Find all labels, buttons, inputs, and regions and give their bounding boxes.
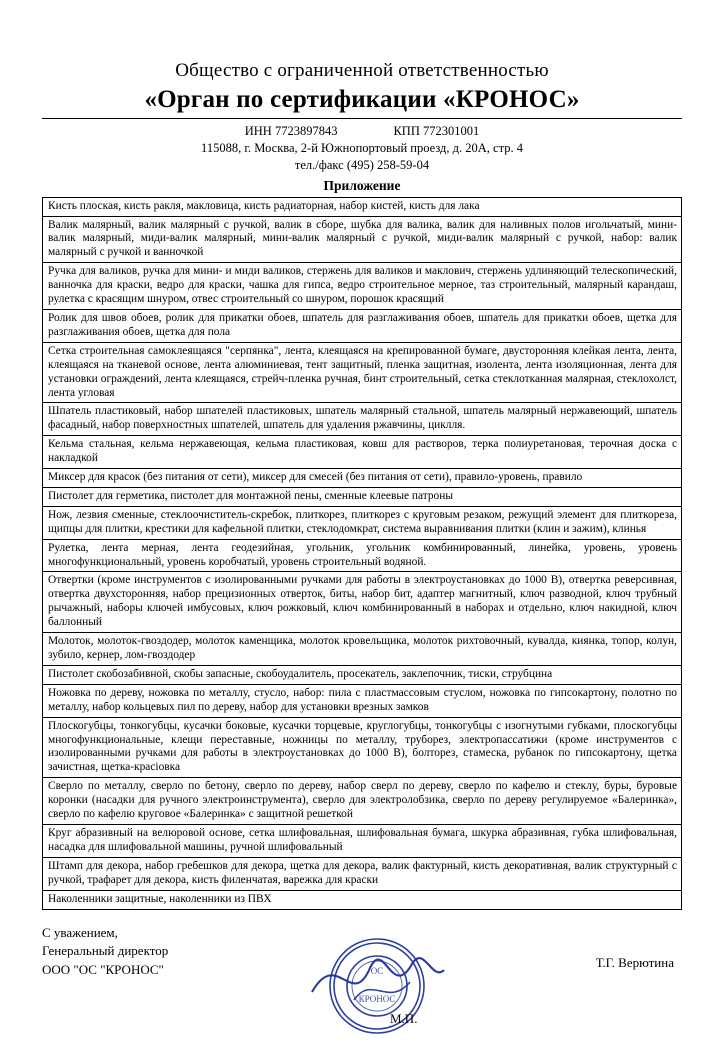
- inn-kpp-row: [42, 123, 682, 140]
- org-name: «Орган по сертификации «КРОНОС»: [144, 86, 580, 113]
- page-title: Приложение: [323, 177, 401, 193]
- item-cell: Кельма стальная, кельма нержавеющая, кельма пластиковая, ковш для растворов, терка полиуретановая, терочная доска с накладкой: [43, 436, 682, 469]
- item-cell: Валик малярный, валик малярный с ручкой, валик в сборе, шубка для валика, валик для наливных полов игольчатый, мини-валик малярный, миди-валик малярный, мини-валик малярный с ручкой, миди-валик малярный с ручкой, набор: валик малярный с ручкой и ванночкой: [43, 216, 682, 263]
- table-row: [43, 778, 682, 825]
- item-cell: Пистолет для герметика, пистолет для монтажной пены, сменные клеевые патроны: [43, 487, 682, 506]
- item-cell: Ножовка по дереву, ножовка по металлу, стусло, набор: пила с пластмассовым стуслом, ножовка по гипсокартону, полотно по металлу, набор кольцевых пил по дереву, набор для установки врезных замков: [43, 684, 682, 717]
- item-cell: Миксер для красок (без питания от сети), миксер для смесей (без питания от сети), правило-уровень, правило: [43, 469, 682, 488]
- org-requisites: [42, 123, 682, 174]
- table-row: [43, 890, 682, 909]
- item-cell: Круг абразивный на велюровой основе, сетка шлифовальная, шлифовальная бумага, шкурка абразивная, губка шлифовальная, насадка для шлифовальной машины, ручной шлифовальный: [43, 824, 682, 857]
- item-cell: Ручка для валиков, ручка для мини- и миди валиков, стержень для валиков и маклович, стержень удлиняющий телескопический, ванночка для краски, ведро для краски, чашка для гипса, ведро строительное мерное, таз строительный, малярный карандаш, рулетка с красящим шнуром, отвес строительный со шнуром, порошок красящий: [43, 263, 682, 310]
- item-cell: Плоскогубцы, тонкогубцы, кусачки боковые, кусачки торцевые, круглогубцы, тонкогубцы с изогнутыми губками, плоскогубцы многофункциональные, клещи переставные, ножницы по металлу, труборез, электропассатижи (кроме инструментов с изолированными ручками для работы в электроустановках до 1000 В), болторез, стамеска, рубанок по гипсокартону, щетка зачистная, щетка-краciовка: [43, 717, 682, 778]
- item-cell: Наколенники защитные, наколенники из ПВХ: [43, 890, 682, 909]
- item-cell: Отвертки (кроме инструментов с изолированными ручками для работы в электроустановках до 1000 В), отвертка реверсивная, отвертка двухсторонняя, набор прецизионных отверток, биты, набор бит, адаптер магнитный, ключ разводной, ключ трубный рычажный, наборы ключей имбусовых, ключ рожковый, ключ комбинированный в наборах и отдельно, ключ накидной, ключ баллонный: [43, 572, 682, 633]
- item-cell: Сетка строительная самоклеящаяся "серпянка", лента, клеящаяся на крепированной бумаге, двусторонняя клейкая лента, лента, клеящаяся на тканевой основе, лента алюминиевая, тент защитный, пленка защитная, изолента, лента изоляционная, лента для установки ограждений, лента клеящаяся, стрейч-пленка ручная, бинт строительный, сетка стеклотканная малярная, стеклохолст, лента угловая: [43, 342, 682, 403]
- table-row: [43, 684, 682, 717]
- item-cell: Штамп для декора, набор гребешков для декора, щетка для декора, валик фактурный, кисть декоративная, валик структурный с ручкой, трафарет для декора, кисть филенчатая, варежка для краски: [43, 857, 682, 890]
- item-cell: Молоток, молоток-гвоздодер, молоток каменщика, молоток кровельщика, молоток рихтовочный, кувалда, киянка, топор, колун, зубило, кернер, лом-гвоздодер: [43, 633, 682, 666]
- item-cell: Нож, лезвия сменные, стеклоочиститель-скребок, плиткорез, плиткорез с круговым резаком, режущий элемент для плиткореза, щипцы для плитки, крестики для кафельной плитки, стеклодомкрат, система выравнивания плитки (клин и зажим), клинья: [43, 506, 682, 539]
- table-row: [43, 216, 682, 263]
- table-row: [43, 506, 682, 539]
- document-footer: [42, 924, 682, 1026]
- stamp-and-signature: [292, 930, 462, 1040]
- footer-left-block: [42, 924, 168, 981]
- item-cell: Пистолет скобозабивной, скобы запасные, скобоудалитель, просекатель, заклепочник, тиски, струбцина: [43, 665, 682, 684]
- company-name: ООО "ОС "КРОНОС": [42, 962, 164, 978]
- item-cell: Ролик для швов обоев, ролик для прикатки обоев, шпатель для разглаживания обоев, шпатель для прикатки обоев, щетка для разглаживания обоев, щетка для пола: [43, 309, 682, 342]
- svg-text:КРОНОС: КРОНОС: [358, 993, 396, 1004]
- round-stamp-icon: [292, 930, 462, 1040]
- table-row: [43, 824, 682, 857]
- item-cell: Кисть плоская, кисть ракля, макловица, кисть радиаторная, набор кистей, кисть для лака: [43, 197, 682, 216]
- svg-text:ОС: ОС: [370, 965, 384, 976]
- table-row: [43, 633, 682, 666]
- table-row: [43, 197, 682, 216]
- items-table-body: [43, 197, 682, 909]
- inn-value: ИНН 7723897843: [244, 124, 338, 138]
- org-phone: тел./факс (495) 258-59-04: [294, 157, 430, 172]
- table-row: [43, 572, 682, 633]
- signer-name: Т.Г. Верютина: [595, 954, 674, 970]
- item-cell: Рулетка, лента мерная, лента геодезийная, угольник, угольник комбинированный, линейка, уровень, уровень многофункциональный, уровень коробчатый, уровень строительный водяной.: [43, 539, 682, 572]
- org-address: 115088, г. Москва, 2-й Южнопортовый проезд, д. 20А, стр. 4: [201, 140, 523, 155]
- header-divider: [42, 118, 682, 119]
- table-row: [43, 309, 682, 342]
- document-header: [42, 60, 682, 194]
- table-row: [43, 469, 682, 488]
- table-row: [43, 403, 682, 436]
- table-row: [43, 717, 682, 778]
- regards-text: С уважением,: [42, 924, 118, 940]
- table-row: [43, 263, 682, 310]
- items-table: [42, 197, 682, 910]
- item-cell: Сверло по металлу, сверло по бетону, сверло по дереву, набор сверл по дереву, сверло по кафелю и стеклу, буры, буровые коронки (насадки для ручного электроинструмента), сверло для электролобзика, сверло по дереву регулируемое «Балеринка», сверло по кафелю круговое «Балеринка» с защитной решеткой: [43, 778, 682, 825]
- org-type: Общество с ограниченной ответственностью: [175, 60, 549, 81]
- table-row: [43, 665, 682, 684]
- mp-label: М.П.: [390, 1010, 418, 1026]
- kpp-value: КПП 772301001: [393, 124, 480, 138]
- item-cell: Шпатель пластиковый, набор шпателей пластиковых, шпатель малярный стальной, шпатель малярный нержавеющий, шпатель фасадный, набор поверхностных шпателей, шпатель для удаления ржавчины, циклля.: [43, 403, 682, 436]
- table-row: [43, 342, 682, 403]
- table-row: [43, 436, 682, 469]
- table-row: [43, 539, 682, 572]
- table-row: [43, 487, 682, 506]
- table-row: [43, 857, 682, 890]
- signer-position: Генеральный директор: [42, 943, 169, 959]
